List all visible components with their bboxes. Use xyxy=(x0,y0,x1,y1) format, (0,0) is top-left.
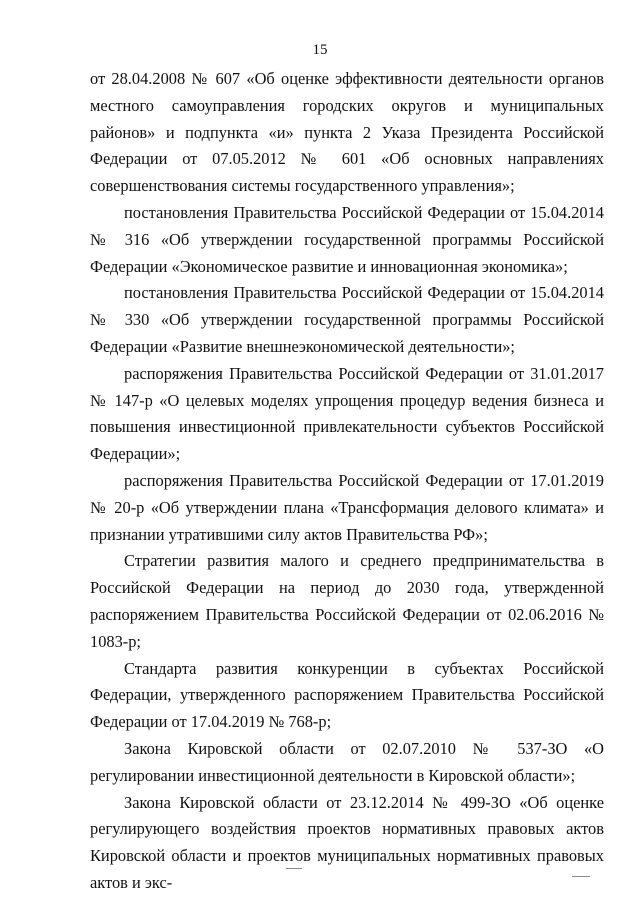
scan-artifact-mark xyxy=(286,868,302,869)
paragraph-kirov-law-499: Закона Кировской области от 23.12.2014 № 499-ЗО «Об оценке регулирующего воздействия проектов нормативных правовых актов Кировской области и проектов муниципальных нормативных правовых актов и экс- xyxy=(90,792,604,892)
document-body xyxy=(90,66,604,897)
paragraph-competition-standard: Стандарта развития конкуренции в субъектах Российской Федерации, утвержденного распоряжением Правительства Российской Федерации от 17.04.2019 № 768-р; xyxy=(90,658,604,732)
paragraph-resolution-316: постановления Правительства Российской Федерации от 15.04.2014 № 316 «Об утверждении государственной программы Российской Федерации «Экономическое развитие и инновационная экономика»; xyxy=(90,202,604,276)
paragraph-kirov-law-537: Закона Кировской области от 02.07.2010 № 537-ЗО «О регулировании инвестиционной деятельности в Кировской области»; xyxy=(90,738,604,785)
paragraph-resolution-330: постановления Правительства Российской Федерации от 15.04.2014 № 330 «Об утверждении государственной программы Российской Федерации «Развитие внешнеэкономической деятельности»; xyxy=(90,283,604,356)
scan-artifact-mark xyxy=(572,876,590,877)
page-number: 15 xyxy=(312,42,328,58)
paragraph-order-147-r: распоряжения Правительства Российской Федерации от 31.01.2017 № 147-р «О целевых моделях упрощения процедур ведения бизнеса и повышения инвестиционной привлекательности субъектов Российской Федерации»; xyxy=(90,363,604,464)
paragraph-order-20-r: распоряжения Правительства Российской Федерации от 17.01.2019 № 20-р «Об утверждении плана «Трансформация делового климата» и признании утратившими силу актов Правительства РФ»; xyxy=(90,470,604,544)
paragraph-strategy-sme: Стратегии развития малого и среднего предпринимательства в Российской Федерации на период до 2030 года, утвержденной распоряжением Правительства Российской Федерации от 02.06.2016 № 1083-р; xyxy=(90,551,604,651)
paragraph-decree-continuation: от 28.04.2008 № 607 «Об оценке эффективности деятельности органов местного самоуправления городских округов и муниципальных районов» и подпункта «и» пункта 2 Указа Президента Российской Федерации от 07.05.2012 № 601 «Об основных направлениях совершенствования системы государственного управления»; xyxy=(90,69,604,196)
